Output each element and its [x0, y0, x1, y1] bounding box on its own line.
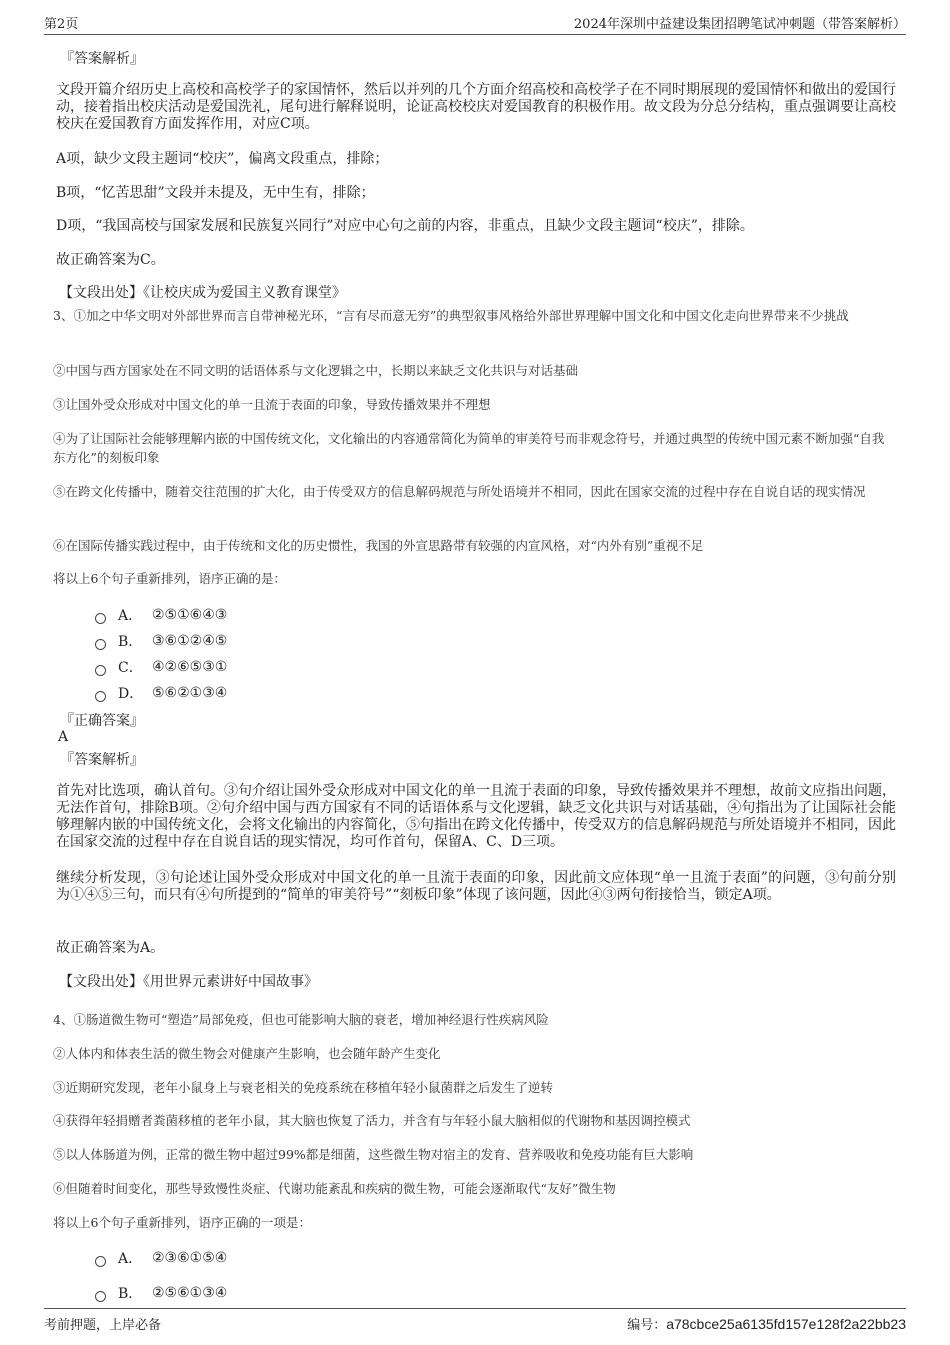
- analysis-heading: 『答案解析』: [60, 51, 144, 67]
- correct-answer: A: [58, 729, 69, 745]
- analysis-option-b: B项，“忆苦思甜”文段并未提及，无中生有，排除；: [56, 185, 375, 201]
- analysis-conclusion: 故正确答案为C。: [56, 252, 165, 268]
- document-title: 2024年深圳中益建设集团招聘笔试冲刺题（带答案解析）: [573, 17, 906, 32]
- page-number: 第2页: [44, 17, 79, 32]
- page-footer: [44, 1308, 906, 1333]
- document-code: 编号：a78cbce25a6135fd157e128f2a22bb23: [627, 1316, 906, 1333]
- analysis-option-a: A项，缺少文段主题词“校庆”，偏离文段重点，排除；: [56, 151, 389, 167]
- question-3-option-b[interactable]: B． ③⑥①②④⑤: [95, 631, 227, 651]
- analysis-conclusion: 故正确答案为A。: [56, 940, 165, 956]
- question-3-sentence-6: ⑥在国际传播实践过程中，由于传统和文化的历史惯性，我国的外宣思路带有较强的内宣风格，对“内外有别”重视不足: [53, 538, 704, 553]
- radio-button[interactable]: [95, 1256, 106, 1267]
- source-citation: 【文段出处】《让校庆成为爱国主义教育课堂》: [59, 285, 346, 301]
- question-4-sentence-4: ④获得年轻捐赠者粪菌移植的老年小鼠，其大脑也恢复了活力，并含有与年轻小鼠大脑相似的代谢物和基因调控模式: [53, 1113, 691, 1128]
- analysis-paragraph-2: 继续分析发现，③句论述让国外受众形成对中国文化的单一且流于表面的印象，因此前文应体现“单一且流于表面”的问题，③句前分别为①④⑤三句，而只有④句所提到的“简单的审美符号”“刻板印象”体现了该问题，因此④③两句衔接恰当，锁定A项。: [56, 870, 896, 903]
- question-3-option-d[interactable]: D． ⑤⑥②①③④: [95, 683, 227, 703]
- footer-slogan: 考前押题，上岸必备: [44, 1318, 162, 1333]
- page-header: [44, 10, 906, 35]
- question-4-sentence-6: ⑥但随着时间变化，那些导致慢性炎症、代谢功能紊乱和疾病的微生物，可能会逐渐取代“友好”微生物: [53, 1181, 616, 1196]
- correct-answer-heading: 『正确答案』: [60, 713, 144, 729]
- radio-button[interactable]: [95, 1291, 106, 1302]
- radio-button[interactable]: [95, 613, 106, 624]
- question-3-sentence-5: ⑤在跨文化传播中，随着交往范围的扩大化，由于传受双方的信息解码规范与所处语境并不相同，因此在国家交流的过程中存在自说自话的现实情况: [53, 484, 866, 499]
- radio-button[interactable]: [95, 691, 106, 702]
- question-3-sentence-1: 3、①加之中华文明对外部世界而言自带神秘光环，“言有尽而意无穷”的典型叙事风格给外部世界理解中国文化和中国文化走向世界带来不少挑战: [53, 308, 849, 323]
- question-3-sentence-3: ③让国外受众形成对中国文化的单一且流于表面的印象，导致传播效果并不理想: [53, 397, 491, 412]
- question-3-sentence-4: ④为了让国际社会能够理解内嵌的中国传统文化，文化输出的内容通常简化为简单的审美符号而非观念符号，并通过典型的传统中国元素不断加强“自我东方化”的刻板印象: [53, 431, 885, 465]
- question-3-prompt: 将以上6个句子重新排列，语序正确的是：: [53, 571, 286, 586]
- question-4-sentence-1: 4、①肠道微生物可“塑造”局部免疫，但也可能影响大脑的衰老，增加神经退行性疾病风险: [53, 1012, 549, 1027]
- analysis-option-d: D项，“我国高校与国家发展和民族复兴同行”对应中心句之前的内容，非重点，且缺少文段主题词“校庆”，排除。: [56, 218, 754, 234]
- question-3-option-a[interactable]: A． ②⑤①⑥④③: [95, 605, 227, 625]
- question-3-option-c[interactable]: C． ④②⑥⑤③①: [95, 657, 227, 677]
- question-4-sentence-2: ②人体内和体表生活的微生物会对健康产生影响，也会随年龄产生变化: [53, 1046, 441, 1061]
- radio-button[interactable]: [95, 639, 106, 650]
- question-3-sentence-2: ②中国与西方国家处在不同文明的话语体系与文化逻辑之中，长期以来缺乏文化共识与对话基础: [53, 363, 579, 378]
- question-4-option-b[interactable]: B． ②⑤⑥①③④: [95, 1283, 227, 1303]
- analysis-heading: 『答案解析』: [60, 752, 144, 768]
- source-citation: 【文段出处】《用世界元素讲好中国故事》: [59, 974, 318, 990]
- question-4-prompt: 将以上6个句子重新排列，语序正确的一项是：: [53, 1215, 311, 1230]
- question-4-sentence-5: ⑤以人体肠道为例，正常的微生物中超过99%都是细菌，这些微生物对宿主的发育、营养吸收和免疫功能有巨大影响: [53, 1147, 694, 1162]
- radio-button[interactable]: [95, 665, 106, 676]
- analysis-paragraph: 文段开篇介绍历史上高校和高校学子的家国情怀，然后以并列的几个方面介绍高校和高校学子在不同时期展现的爱国情怀和做出的爱国行动，接着指出校庆活动是爱国洗礼，尾句进行解释说明，论证高校校庆对爱国教育的积极作用。故文段为分总分结构，重点强调要让高校校庆在爱国教育方面发挥作用，对应C项。: [56, 82, 896, 132]
- question-4-sentence-3: ③近期研究发现，老年小鼠身上与衰老相关的免疫系统在移植年轻小鼠菌群之后发生了逆转: [53, 1080, 554, 1095]
- question-4-option-a[interactable]: A． ②③⑥①⑤④: [95, 1248, 227, 1268]
- analysis-paragraph-1: 首先对比选项，确认首句。③句介绍让国外受众形成对中国文化的单一且流于表面的印象，导致传播效果并不理想，故前文应指出问题，无法作首句，排除B项。②句介绍中国与西方国家有不同的话语体系与文化逻辑，缺乏文化共识与对话基础，④句指出为了让国际社会能够理解内嵌的中国传统文化，会将文化输出的内容简化，⑤句指出在跨文化传播中，传受双方的信息解码规范与所处语境并不相同，因此在国家交流的过程中存在自说自话的现实情况，均可作首句，保留A、C、D三项。: [56, 783, 896, 850]
